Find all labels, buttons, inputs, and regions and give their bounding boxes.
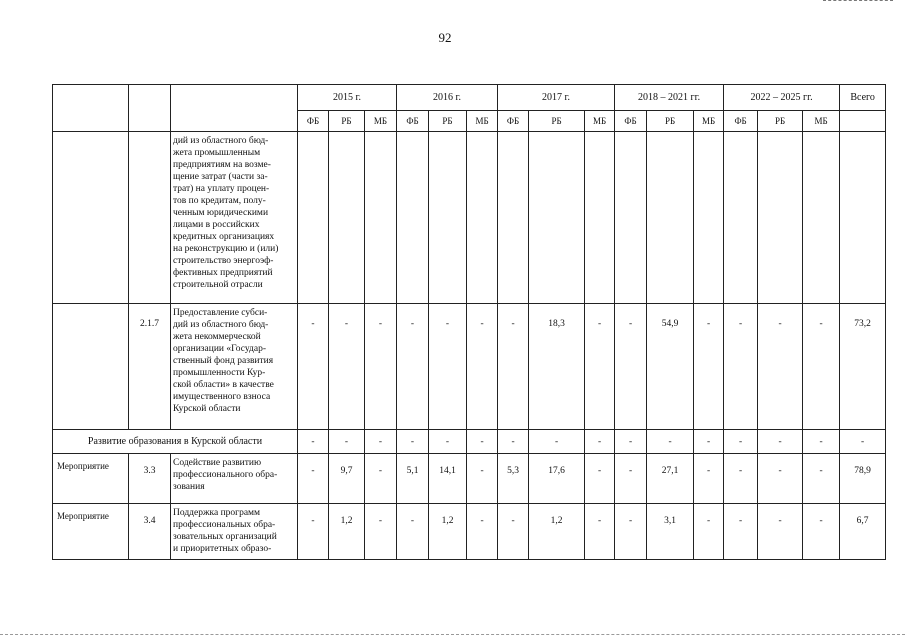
value-cell: -: [803, 504, 840, 560]
table-row: [53, 454, 886, 504]
value-cell: [397, 132, 429, 304]
value-cell: -: [467, 504, 498, 560]
value-cell: [365, 132, 397, 304]
value-cell: [329, 132, 365, 304]
value-cell: [529, 132, 585, 304]
value-cell: 3,1: [647, 504, 694, 560]
value-cell: -: [615, 504, 647, 560]
table-row: [53, 304, 886, 430]
value-cell: -: [397, 504, 429, 560]
row-description: Содействие развитию профессионального обра- зования: [171, 454, 298, 504]
source-header: МБ: [467, 111, 498, 132]
value-cell: [585, 132, 615, 304]
value-cell: -: [365, 304, 397, 430]
source-header: МБ: [365, 111, 397, 132]
row-type: Мероприятие: [53, 454, 129, 504]
value-cell: -: [498, 504, 529, 560]
value-cell: -: [615, 454, 647, 504]
value-cell: 17,6: [529, 454, 585, 504]
page-number: 92: [438, 30, 452, 45]
value-cell: 14,1: [429, 454, 467, 504]
value-cell: -: [694, 504, 724, 560]
row-type: Мероприятие: [53, 504, 129, 560]
source-header: РБ: [647, 111, 694, 132]
section-value-cell: -: [498, 430, 529, 454]
source-header: МБ: [803, 111, 840, 132]
value-cell: [298, 132, 329, 304]
value-cell: -: [615, 304, 647, 430]
source-header: ФБ: [615, 111, 647, 132]
value-cell: 9,7: [329, 454, 365, 504]
value-cell: -: [803, 304, 840, 430]
value-cell: -: [298, 504, 329, 560]
value-cell: -: [758, 454, 803, 504]
value-cell: [615, 132, 647, 304]
value-cell: 27,1: [647, 454, 694, 504]
source-header: ФБ: [724, 111, 758, 132]
source-header: ФБ: [498, 111, 529, 132]
row-type: [53, 304, 129, 430]
row-type: [53, 132, 129, 304]
table-row: [53, 504, 886, 560]
value-cell: -: [397, 304, 429, 430]
section-value-cell: -: [647, 430, 694, 454]
value-cell: -: [429, 304, 467, 430]
total-cell: 6,7: [840, 504, 886, 560]
section-value-cell: -: [694, 430, 724, 454]
source-header: ФБ: [298, 111, 329, 132]
section-value-cell: -: [803, 430, 840, 454]
row-code: [129, 132, 171, 304]
source-header: ФБ: [397, 111, 429, 132]
source-header: МБ: [694, 111, 724, 132]
section-value-cell: -: [397, 430, 429, 454]
value-cell: [803, 132, 840, 304]
section-value-cell: -: [585, 430, 615, 454]
value-cell: 5,3: [498, 454, 529, 504]
value-cell: 1,2: [429, 504, 467, 560]
value-cell: -: [365, 504, 397, 560]
source-header: РБ: [758, 111, 803, 132]
year-header: 2015 г.: [298, 85, 397, 111]
value-cell: [724, 132, 758, 304]
section-total-cell: -: [840, 430, 886, 454]
value-cell: [467, 132, 498, 304]
value-cell: 5,1: [397, 454, 429, 504]
section-value-cell: -: [758, 430, 803, 454]
value-cell: -: [724, 304, 758, 430]
row-code: 2.1.7: [129, 304, 171, 430]
value-cell: -: [758, 504, 803, 560]
total-cell: [840, 132, 886, 304]
section-value-cell: -: [298, 430, 329, 454]
value-cell: [498, 132, 529, 304]
value-cell: -: [365, 454, 397, 504]
year-header: 2016 г.: [397, 85, 498, 111]
scan-bottom-rule: [0, 634, 905, 635]
source-header: МБ: [585, 111, 615, 132]
section-value-cell: -: [467, 430, 498, 454]
value-cell: -: [298, 304, 329, 430]
value-cell: -: [585, 504, 615, 560]
row-code: 3.3: [129, 454, 171, 504]
value-cell: [694, 132, 724, 304]
value-cell: -: [298, 454, 329, 504]
value-cell: 18,3: [529, 304, 585, 430]
row-code: 3.4: [129, 504, 171, 560]
year-header: 2017 г.: [498, 85, 615, 111]
source-header: РБ: [529, 111, 585, 132]
section-value-cell: -: [329, 430, 365, 454]
section-row: [53, 430, 886, 454]
section-value-cell: -: [724, 430, 758, 454]
scan-edge-rule: [823, 0, 893, 1]
year-header: 2022 – 2025 гг.: [724, 85, 840, 111]
value-cell: [758, 132, 803, 304]
section-value-cell: -: [615, 430, 647, 454]
header-code-cell: [129, 85, 171, 132]
value-cell: -: [467, 454, 498, 504]
value-cell: -: [329, 304, 365, 430]
total-header: Всего: [840, 85, 886, 111]
value-cell: -: [724, 504, 758, 560]
value-cell: 1,2: [329, 504, 365, 560]
value-cell: 54,9: [647, 304, 694, 430]
value-cell: -: [694, 454, 724, 504]
section-title: Развитие образования в Курской области: [53, 430, 298, 454]
value-cell: -: [694, 304, 724, 430]
row-description: дий из областного бюд- жета промышленным предприятиям на возме- щение затрат (части за- трат) на уплату процен- тов по кредитам, полу- ченным юридическими лицами в российских кредитных организациях на реконструкцию и (или) строительство энергоэф- фективных предприятий строительной отрасли: [171, 132, 298, 304]
total-cell: 78,9: [840, 454, 886, 504]
value-cell: [647, 132, 694, 304]
value-cell: -: [585, 454, 615, 504]
source-header: РБ: [329, 111, 365, 132]
value-cell: -: [585, 304, 615, 430]
value-cell: -: [758, 304, 803, 430]
section-value-cell: -: [429, 430, 467, 454]
row-description: Предоставление субси- дий из областного бюд- жета некоммерческой организации «Государ- ственный фонд развития промышленности Кур- ской области» в качестве имущественного взноса Курской области: [171, 304, 298, 430]
header-description-cell: [171, 85, 298, 132]
table-row: [53, 132, 886, 304]
source-header: РБ: [429, 111, 467, 132]
budget-table: [52, 84, 886, 560]
value-cell: -: [498, 304, 529, 430]
header-type-cell: [53, 85, 129, 132]
value-cell: 1,2: [529, 504, 585, 560]
row-description: Поддержка программ профессиональных обра- зовательных организаций и приоритетных образо-: [171, 504, 298, 560]
header-row-years: [53, 85, 886, 111]
section-value-cell: -: [529, 430, 585, 454]
total-subheader-cell: [840, 111, 886, 132]
value-cell: -: [724, 454, 758, 504]
value-cell: -: [803, 454, 840, 504]
year-header: 2018 – 2021 гг.: [615, 85, 724, 111]
total-cell: 73,2: [840, 304, 886, 430]
value-cell: -: [467, 304, 498, 430]
section-value-cell: -: [365, 430, 397, 454]
value-cell: [429, 132, 467, 304]
